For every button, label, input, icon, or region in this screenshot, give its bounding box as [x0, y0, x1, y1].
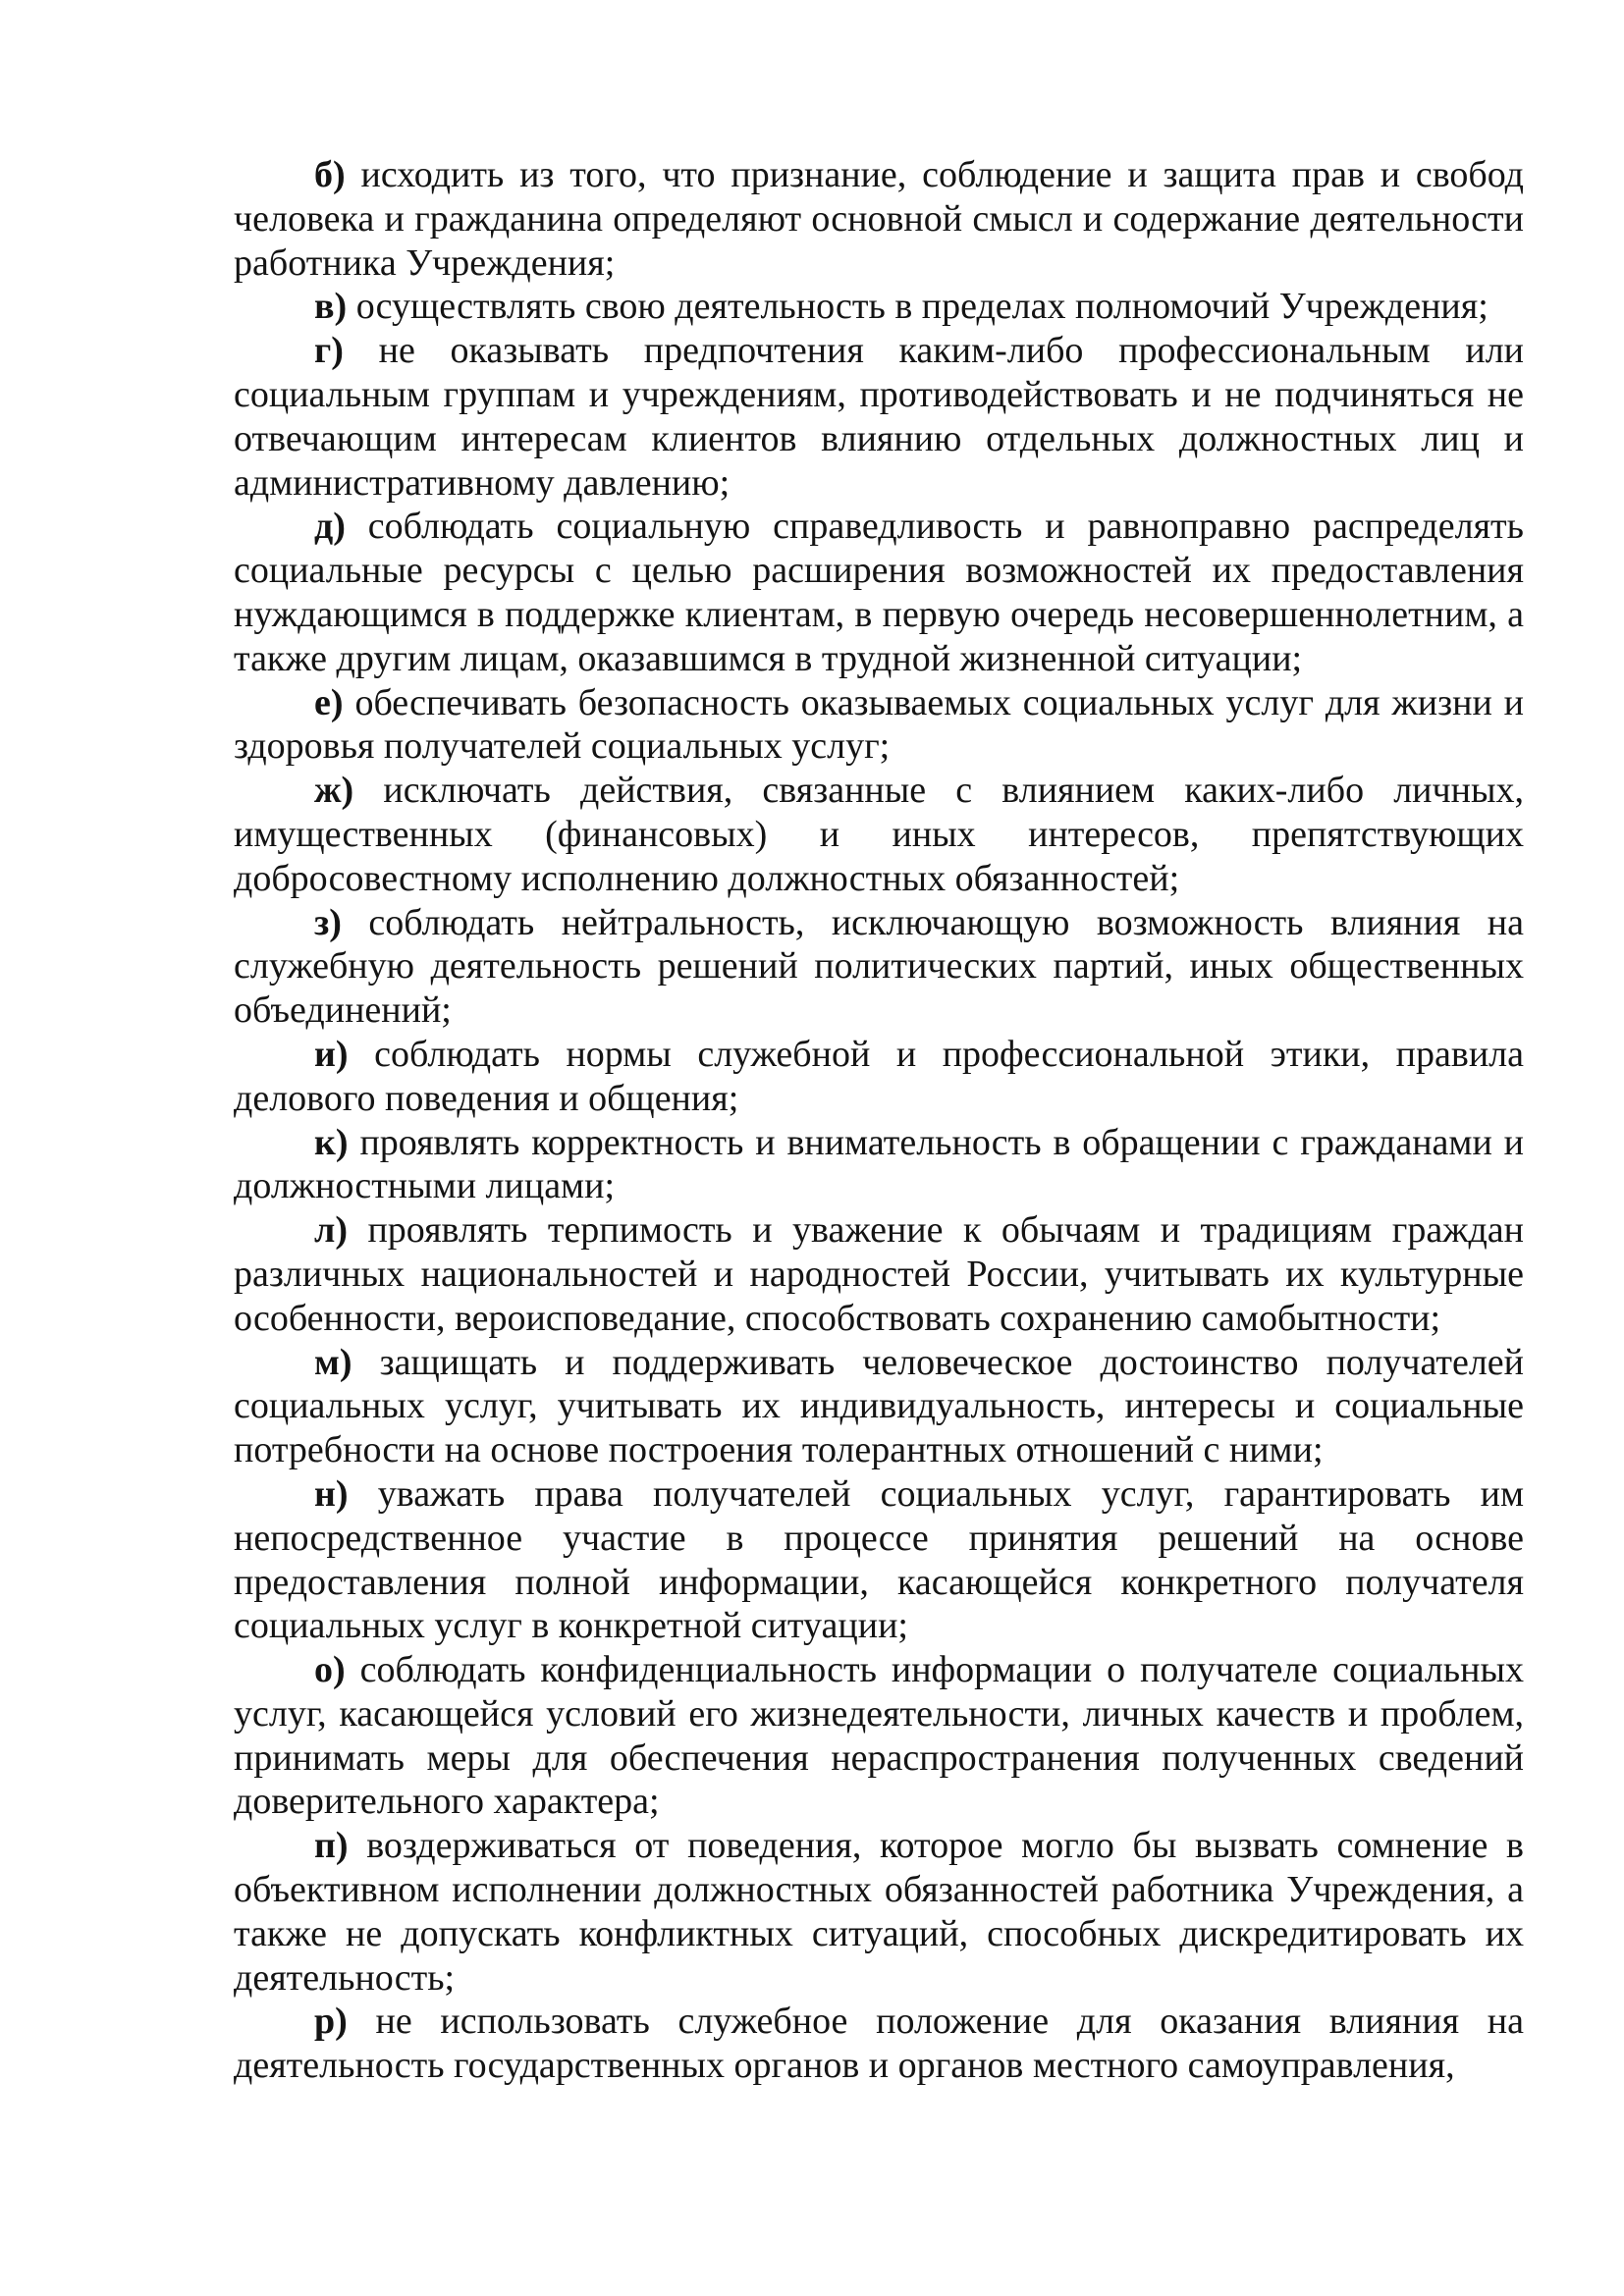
- item-text: проявлять терпимость и уважение к обычаям и традициям граждан различных национальностей и народностей России, учитывать их культурные особенности, вероисповедание, способствовать сохранению самобытности;: [234, 1209, 1524, 1339]
- item-letter: е): [314, 681, 344, 723]
- paragraph-n: [234, 1472, 1524, 1648]
- item-letter: м): [314, 1341, 352, 1383]
- item-letter: л): [314, 1209, 348, 1252]
- item-text: соблюдать нормы служебной и профессиональной этики, правила делового поведения и общения;: [234, 1033, 1524, 1119]
- item-text: соблюдать конфиденциальность информации о получателе социальных услуг, касающейся условий его жизнедеятельности, личных качеств и проблем, принимать меры для обеспечения нераспространения полученных сведений доверительного характера;: [234, 1649, 1524, 1823]
- item-letter: г): [314, 330, 344, 372]
- paragraph-k: [234, 1121, 1524, 1209]
- item-letter: ж): [314, 770, 354, 812]
- item-text: соблюдать нейтральность, исключающую возможность влияния на служебную деятельность решений политических партий, иных общественных объединений;: [234, 901, 1524, 1032]
- item-text: обеспечивать безопасность оказываемых социальных услуг для жизни и здоровья получателей социальных услуг;: [234, 681, 1525, 768]
- paragraph-m: [234, 1341, 1524, 1472]
- item-letter: о): [314, 1649, 346, 1691]
- item-text: исключать действия, связанные с влиянием каких-либо личных, имущественных (финансовых) и иных интересов, препятствующих добросовестному исполнению должностных обязанностей;: [234, 770, 1524, 899]
- paragraph-r: [234, 2000, 1524, 2088]
- item-letter: б): [314, 154, 346, 195]
- paragraph-l: [234, 1208, 1524, 1340]
- paragraph-g: [234, 329, 1524, 505]
- document-body: [234, 153, 1524, 2088]
- item-text: защищать и поддерживать человеческое достоинство получателей социальных услуг, учитывать их индивидуальность, интересы и социальные потребности на основе построения толерантных отношений с ними;: [234, 1341, 1524, 1471]
- paragraph-b: [234, 153, 1524, 285]
- item-letter: в): [314, 286, 348, 328]
- item-text: осуществлять свою деятельность в пределах полномочий Учреждения;: [355, 286, 1489, 328]
- item-text: проявлять корректность и внимательность в обращении с гражданами и должностными лицами;: [234, 1121, 1525, 1207]
- paragraph-zh: [234, 769, 1524, 900]
- item-letter: п): [314, 1825, 349, 1867]
- paragraph-i: [234, 1033, 1524, 1121]
- paragraph-e: [234, 681, 1524, 770]
- item-letter: н): [314, 1472, 349, 1515]
- item-letter: д): [314, 506, 346, 548]
- item-letter: к): [314, 1121, 349, 1163]
- paragraph-p: [234, 1824, 1524, 2000]
- item-text: не использовать служебное положение для оказания влияния на деятельность государственных органов и органов местного самоуправления,: [234, 2001, 1525, 2087]
- item-text: воздерживаться от поведения, которое могло бы вызвать сомнение в объективном исполнении должностных обязанностей работника Учреждения, а также не допускать конфликтных ситуаций, способных дискредитировать их деятельность;: [234, 1825, 1524, 1999]
- item-letter: и): [314, 1033, 349, 1075]
- item-text: исходить из того, что признание, соблюдение и защита прав и свобод человека и гражданина определяют основной смысл и содержание деятельности работника Учреждения;: [234, 154, 1524, 284]
- paragraph-d: [234, 505, 1524, 680]
- paragraph-o: [234, 1648, 1524, 1824]
- paragraph-z: [234, 901, 1524, 1033]
- item-text: уважать права получателей социальных услуг, гарантировать им непосредственное участие в процессе принятия решений на основе предоставления полной информации, касающейся конкретного получателя социальных услуг в конкретной ситуации;: [234, 1472, 1525, 1647]
- item-text: не оказывать предпочтения каким-либо профессиональным или социальным группам и учреждениям, противодействовать и не подчиняться не отвечающим интересам клиентов влиянию отдельных должностных лиц и административному давлению;: [234, 330, 1525, 504]
- paragraph-v: [234, 285, 1524, 329]
- item-text: соблюдать социальную справедливость и равноправно распределять социальные ресурсы с целью расширения возможностей их предоставления нуждающимся в поддержке клиентам, в первую очередь несовершеннолетним, а также другим лицам, оказавшимся в трудной жизненной ситуации;: [234, 506, 1524, 679]
- item-letter: р): [314, 2001, 348, 2043]
- item-letter: з): [314, 901, 342, 943]
